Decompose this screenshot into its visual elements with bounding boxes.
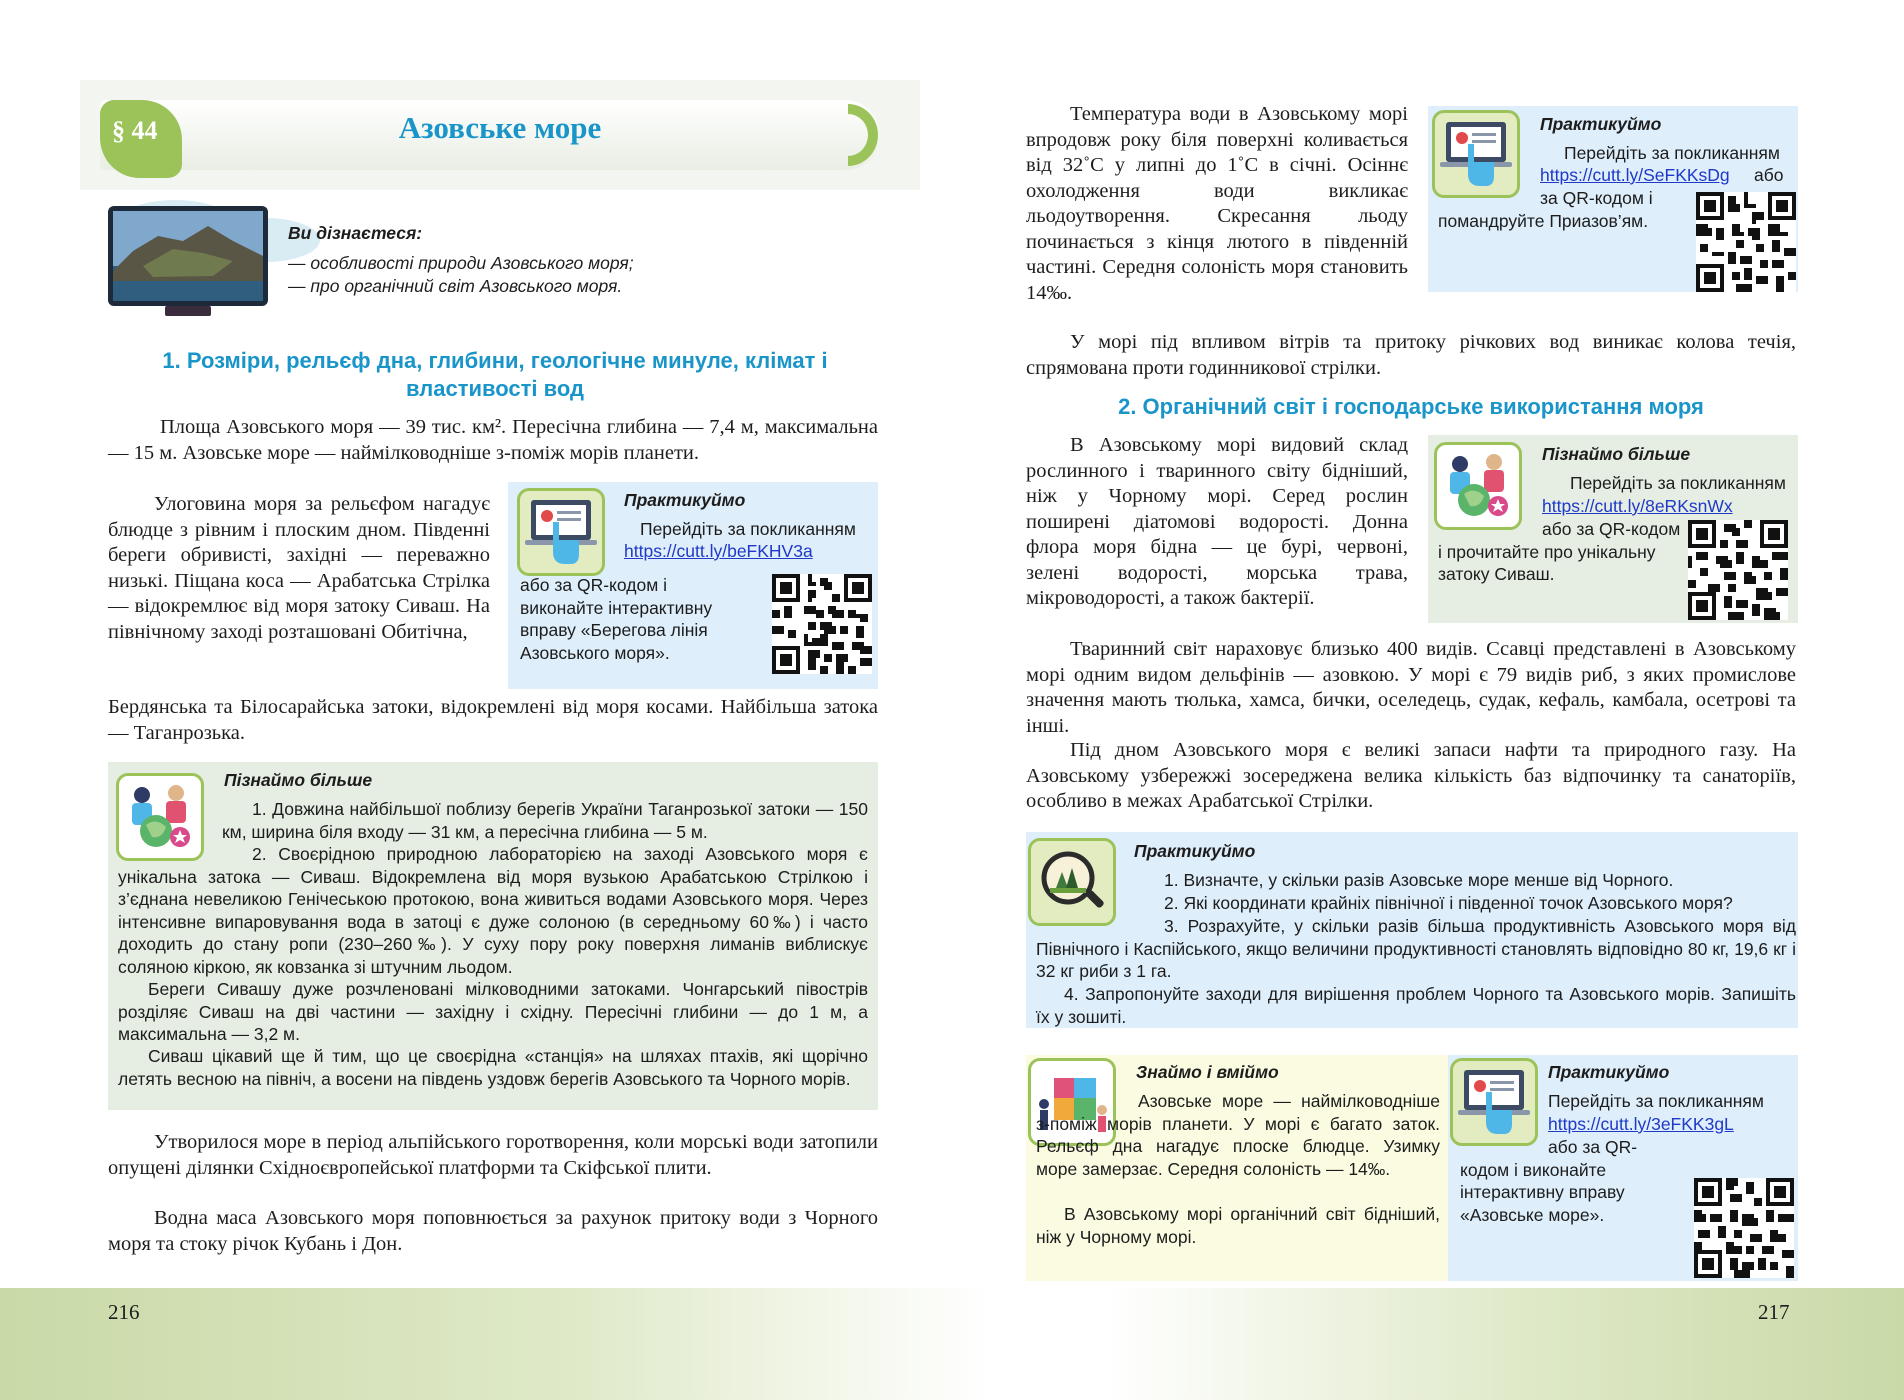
page-number-right: 217 <box>1758 1300 1790 1324</box>
practice1-text1: Перейдіть за покликанням <box>640 519 856 539</box>
page-footer <box>0 1288 1904 1400</box>
learn-title: Ви дізнаєтеся: <box>288 223 423 243</box>
left-paragraph-2b: Бердянська та Білосарайська затоки, відокремлені від моря косами. Найбільша затока — Таганрозька. <box>108 696 878 744</box>
left-paragraph-4: Водна маса Азовського моря поповнюється за рахунок притоку води з Чорного моря та стоку річок Кубань і Дон. <box>108 1207 878 1255</box>
right-paragraph-3: В Азовському морі видовий склад рослинного і тваринного світу бідніший, ніж у Чорному морі. Серед рослин поширені діатомові водорості. Донна флора моря бідна — це бурі, червоні, зелені водорості, морська трава, мікроводорості, а також бактерії. <box>1026 434 1408 609</box>
qr-code-image-1 <box>772 574 872 674</box>
practice3-q2: 2. Які координати крайніх північної і південної точок Азовського моря? <box>1164 893 1733 913</box>
sea-photo-monitor <box>108 206 268 306</box>
qr-code-4[interactable] <box>1694 1178 1794 1278</box>
qr-code-image-2 <box>1696 192 1796 292</box>
practice2-link[interactable]: https://cutt.ly/SeFKKsDg <box>1540 165 1730 185</box>
practice4-text2: або за QR-кодом і виконайте інтерактивну вправу «Азовське море». <box>1460 1137 1638 1225</box>
people-globe-icon-2 <box>1440 448 1516 524</box>
heading-2: 2. Органічний світ і господарське використання моря <box>1118 394 1704 419</box>
header-arc-icon <box>840 100 900 170</box>
page-number-left: 216 <box>108 1300 140 1324</box>
right-paragraph-5: Під дном Азовського моря є великі запаси нафти та природного газу. На Азовському узбережжі зосереджена велика кількість баз відпочинку та санаторіїв, особливо в межах Арабатської Стрілки. <box>1026 739 1796 812</box>
know-more1-p1: 1. Довжина найбільшої поблизу берегів України Таганрозької затоки — 150 км, ширина біля входу — 31 км, а пересічна глибина — 5 м. <box>222 799 868 842</box>
practice1-text2: або за QR-кодом і виконайте інтерактивну вправу «Берегова лінія Азовського моря». <box>520 575 713 663</box>
know-more2-link[interactable]: https://cutt.ly/8eRKsnWx <box>1542 496 1733 516</box>
laptop-touch-icon-2 <box>1438 116 1514 192</box>
landscape-photo <box>113 211 263 301</box>
know-more2-title: Пізнаймо більше <box>1542 444 1691 464</box>
practice2-text2: за QR-кодом і помандруйте Приазов’ям. <box>1438 188 1653 231</box>
right-paragraph-1: Температура води в Азовському морі впродовж року біля поверхні коливається від 32˚С у липні до 1˚С в січні. Осіннє охолодження води викликає льодоутворення. Скресання льоду починається з кінця лютого в південній частині. Середня солоність моря становить 14‰. <box>1026 103 1408 304</box>
know-more1-title: Пізнаймо більше <box>224 770 373 790</box>
practice3-q3: 3. Розрахуйте, у скільки разів більша продуктивність Азовського моря від Північного і Каспійського, якщо величини продуктивності становлять відповідно 80 кг, 19,6 кг і 32 кг риби з 1 га. <box>1036 916 1796 981</box>
left-paragraph-3: Утворилося море в період альпійського горотворення, коли морські води затопили опущені ділянки Східноєвропейської платформи та Скіфської плити. <box>108 1131 878 1179</box>
monitor-stand <box>165 306 211 316</box>
know-more2-text2: або за QR-кодом і прочитайте про унікальну затоку Сиваш. <box>1438 519 1681 584</box>
practice1-link[interactable]: https://cutt.ly/beFKHV3a <box>624 541 813 561</box>
practice4-title: Практикуймо <box>1548 1062 1670 1082</box>
practice3-q4: 4. Запропонуйте заходи для вирішення проблем Чорного та Азовського морів. Запишіть їх у зошиті. <box>1036 984 1796 1027</box>
know-more2-text1: Перейдіть за покликанням <box>1570 473 1786 493</box>
heading-1: 1. Розміри, рельєф дна, глибини, геологічне минуле, клімат і властивості вод <box>162 348 828 401</box>
practice4-text1: Перейдіть за покликанням <box>1548 1091 1764 1111</box>
know-more1-p3: Береги Сивашу дуже розчленовані мілководними затоками. Чонгарський півострів розділяє Сиваш на дві частини — західну і східну. Пересічні глибини — до 1 м, а максимальна — 3,2 м. <box>118 979 868 1044</box>
qr-code-1[interactable] <box>772 574 872 674</box>
left-paragraph-2a: Улоговина моря за рельєфом нагадує блюдце з рівним і плоским дном. Південні береги обривисті, західні — переважно низькі. Піщана коса — Арабатська Стрілка — відокремлює від моря затоку Сиваш. На північному заході розташовані Обитічна, <box>108 493 490 643</box>
practice3-q1: 1. Визначте, у скільки разів Азовське море менше від Чорного. <box>1164 870 1674 890</box>
qr-code-3[interactable] <box>1688 520 1788 620</box>
practice2-title: Практикуймо <box>1540 114 1662 134</box>
left-paragraph-1: Площа Азовського моря — 39 тис. км². Пересічна глибина — 7,4 м, максимальна — 15 м. Азовське море — наймілководніше з-поміж морів планети. <box>108 416 878 464</box>
practice1-title: Практикуймо <box>624 490 746 510</box>
know-more1-p4: Сиваш цікавий ще й тим, що це своєрідна «станція» на шляхах птахів, які щорічно летять весною на північ, а восени на південь уздовж берегів Азовського та Чорного морів. <box>118 1046 868 1089</box>
learn-item-1: — особливості природи Азовського моря; <box>288 253 634 273</box>
learn-item-2: — про органічний світ Азовського моря. <box>288 276 623 296</box>
practice2-text-after-link: або <box>1754 165 1784 185</box>
know-can-p2: В Азовському морі органічний світ бідніший, ніж у Чорному морі. <box>1036 1204 1440 1247</box>
know-can-title: Знаймо і вміймо <box>1136 1062 1279 1082</box>
practice2-text1: Перейдіть за покликанням <box>1564 143 1780 163</box>
qr-code-2[interactable] <box>1696 192 1796 292</box>
qr-code-image-3 <box>1688 520 1788 620</box>
section-number: § 44 <box>112 116 158 145</box>
qr-code-image-4 <box>1694 1178 1794 1278</box>
practice3-title: Практикуймо <box>1134 841 1256 861</box>
laptop-touch-icon <box>523 494 599 570</box>
know-can-p1: Азовське море — наймілководніше з-поміж морів планети. У морі є багато заток. Рельєф дна нагадує плоске блюдце. Узимку море замерзає. Середня солоність — 14‰. <box>1036 1091 1440 1179</box>
laptop-touch-icon-4 <box>1456 1064 1532 1140</box>
magnifier-icon <box>1034 844 1110 920</box>
page-title: Азовське море <box>398 110 602 145</box>
right-paragraph-2: У морі під впливом вітрів та притоку річкових вод виникає колова течія, спрямована проти годинникової стрілки. <box>1026 331 1796 379</box>
know-more1-p2: 2. Своєрідною природною лабораторією на заході Азовського моря є унікальна затока — Сиваш. Відокремлена від моря вузькою Арабатською Стрілкою і з’єднана невеликою Генічеською протокою, вона живиться водами Азовського моря. Через інтенсивне випаровування вода в затоці є дуже солоною (в середньому 60‰) і часто доходить до стану ропи (230–260‰). У суху пору року поверхня лиманів виблискує соляною кіркою, як ковзанка зі штучним льодом. <box>118 844 868 977</box>
practice4-link[interactable]: https://cutt.ly/3eFKK3gL <box>1548 1114 1734 1134</box>
right-paragraph-4: Тваринний світ нараховує близько 400 видів. Ссавці представлені в Азовському морі одним видом дельфінів — азовкою. У морі є 79 видів риб, з яких промислове значення мають тюлька, хамса, бички, оселедець, судак, кефаль, камбала, осетрові та інші. <box>1026 638 1796 737</box>
